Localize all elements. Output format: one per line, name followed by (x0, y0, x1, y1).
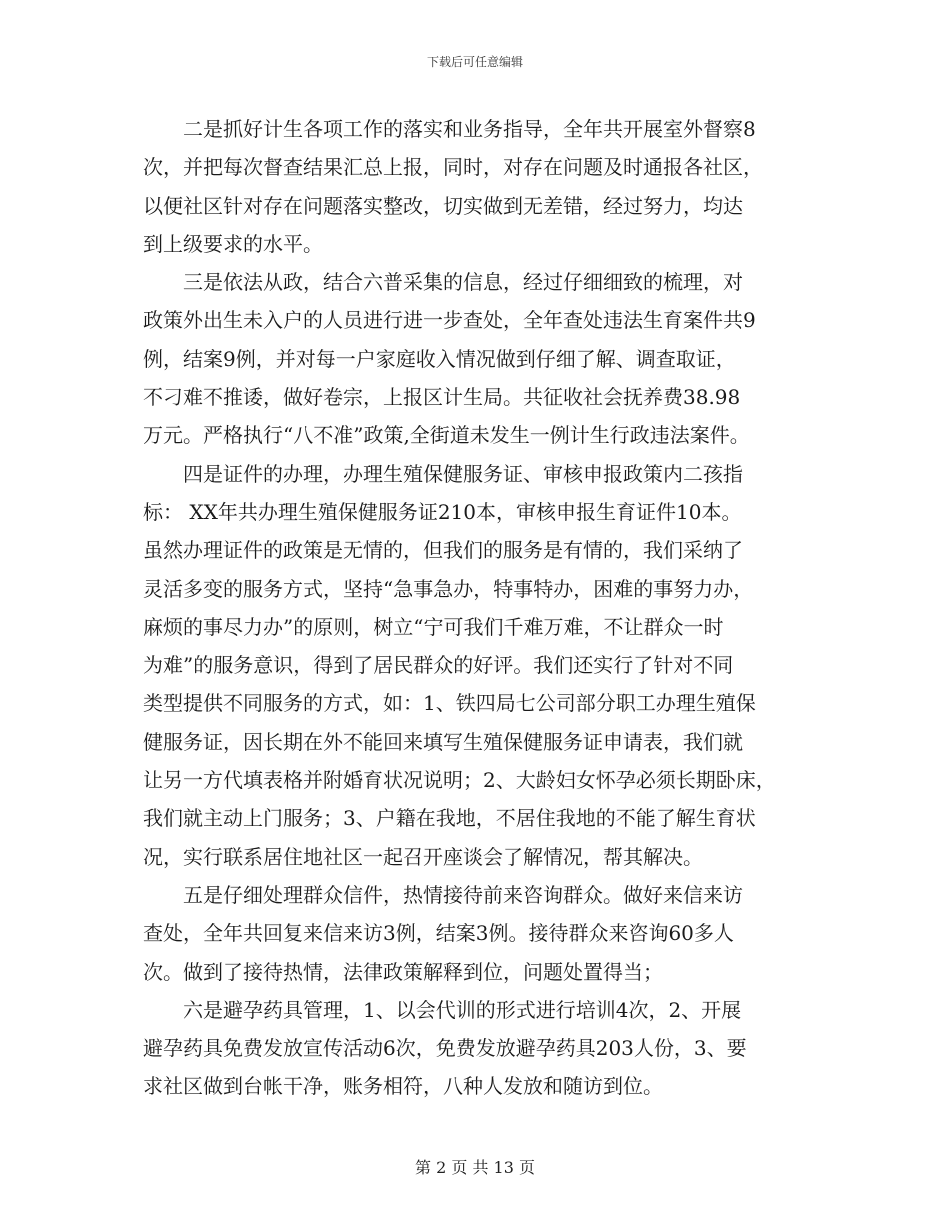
text-line: 虽然办理证件的政策是无情的，但我们的服务是有情的，我们采纳了 (143, 538, 743, 563)
text-line: 政策外出生未入户的人员进行进一步查处，全年查处违法生育案件共9 (143, 308, 756, 333)
text-line: 标： XX年共办理生殖保健服务证210本，审核申报生育证件10本。 (143, 499, 742, 524)
paragraph-1 (143, 110, 818, 263)
page-number-footer: 第 2 页 共 13 页 (415, 1158, 535, 1177)
text-line: 查处，全年共回复来信来访3例，结案3例。接待群众来咨询60多人 (143, 921, 734, 946)
text-line: 万元。严格执行“八不准”政策,全街道未发生一例计生行政违法案件。 (143, 423, 750, 448)
text-line: 六是避孕药具管理，1、以会代训的形式进行培训4次，2、开展 (143, 997, 742, 1022)
text-line: 以便社区针对存在问题落实整改，切实做到无差错，经过努力，均达 (143, 193, 743, 218)
text-line: 麻烦的事尽力办”的原则，树立“宁可我们千难万难，不让群众一时 (143, 614, 724, 639)
text-line: 次，并把每次督查结果汇总上报，同时，对存在问题及时通报各社区， (143, 155, 763, 180)
text-line: 类型提供不同服务的方式，如：1、铁四局七公司部分职工办理生殖保 (143, 691, 756, 716)
paragraph-4 (143, 876, 818, 991)
text-line: 健服务证，因长期在外不能回来填写生殖保健服务证申请表，我们就 (143, 729, 743, 754)
text-line: 求社区做到台帐干净，账务相符，八种人发放和随访到位。 (143, 1074, 663, 1099)
text-line: 到上级要求的水平。 (143, 231, 323, 256)
text-line: 让另一方代填表格并附婚育状况说明；2、大龄妇女怀孕必须长期卧床， (143, 768, 776, 793)
text-line: 五是仔细处理群众信件，热情接待前来咨询群众。做好来信来访 (143, 882, 743, 907)
text-line: 四是证件的办理，办理生殖保健服务证、审核申报政策内二孩指 (143, 461, 743, 486)
text-line: 例，结案9例，并对每一户家庭收入情况做到仔细了解、调查取证， (143, 346, 736, 371)
document-body (143, 110, 818, 1106)
paragraph-2 (143, 263, 818, 454)
text-line: 避孕药具免费发放宣传活动6次，免费发放避孕药具203人份，3、要 (143, 1036, 747, 1061)
text-line: 不刁难不推诿，做好卷宗，上报区计生局。共征收社会抚养费38.98 (143, 385, 741, 410)
text-line: 二是抓好计生各项工作的落实和业务指导，全年共开展室外督察8 (143, 117, 756, 141)
text-line: 三是依法从政，结合六普采集的信息，经过仔细细致的梳理，对 (143, 270, 743, 295)
paragraph-5 (143, 991, 818, 1106)
text-line: 次。做到了接待热情，法律政策解释到位，问题处置得当； (143, 959, 663, 984)
page-header: 下载后可任意编辑 (426, 55, 523, 69)
text-line: 灵活多变的服务方式，坚持“急事急办，特事特办，困难的事努力办， (143, 576, 754, 601)
text-line: 为难”的服务意识，得到了居民群众的好评。我们还实行了针对不同 (143, 653, 734, 678)
text-line: 况，实行联系居住地社区一起召开座谈会了解情况，帮其解决。 (143, 844, 703, 869)
text-line: 我们就主动上门服务；3、户籍在我地，不居住我地的不能了解生育状 (143, 806, 756, 831)
paragraph-3 (143, 455, 818, 876)
